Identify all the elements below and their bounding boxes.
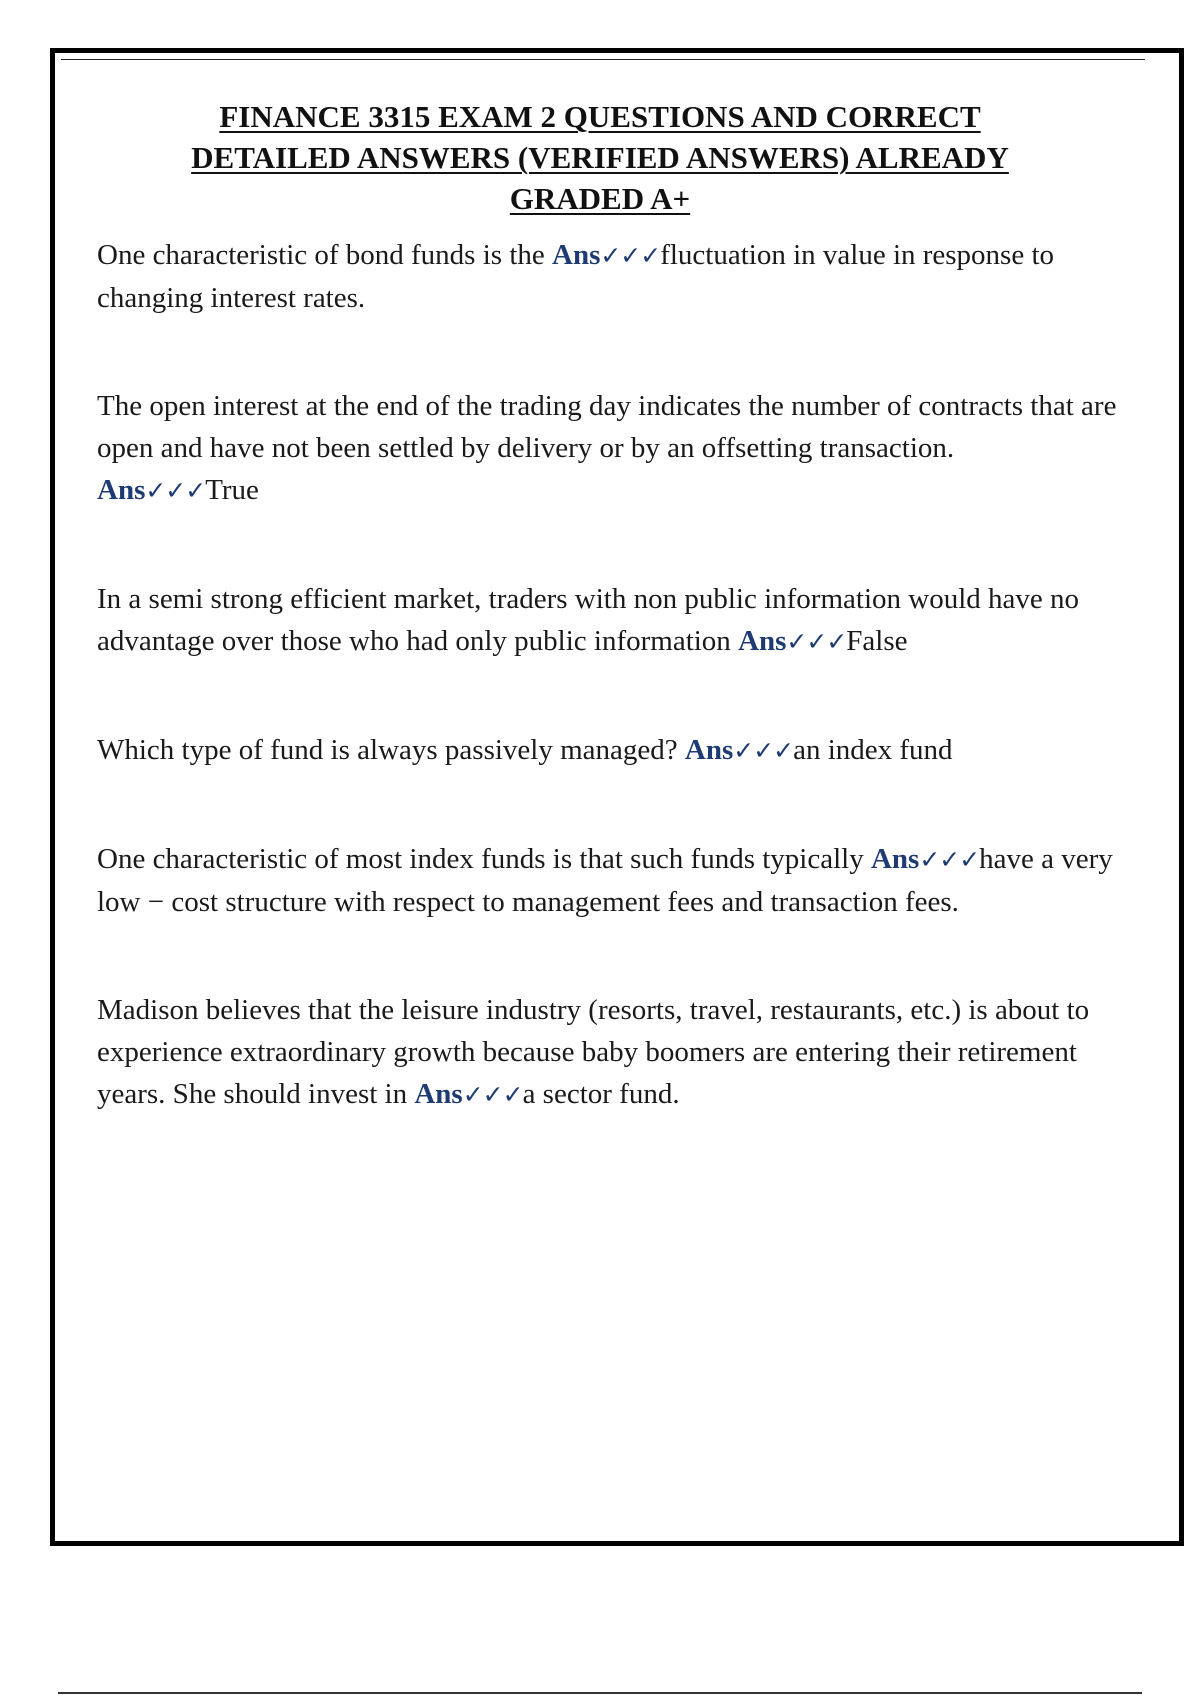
question-text: One characteristic of bond funds is the — [97, 239, 552, 271]
question-text: Which type of fund is always passively managed? — [97, 734, 685, 766]
answer-marker: Ans — [414, 1078, 463, 1110]
answer-text: a sector fund. — [522, 1078, 680, 1110]
answer-marker: Ans — [870, 843, 920, 875]
question-text: The open interest at the end of the trading day indicates the number of contracts that are open and have not been settled by delivery or by an offsetting transaction. — [97, 390, 1117, 464]
question-text: In a semi strong efficient market, traders with non public information would have no advantage over those who had only public information — [97, 583, 1079, 657]
check-marks-icon: ✓✓✓ — [145, 476, 206, 505]
title-line-2: DETAILED ANSWERS (VERIFIED ANSWERS) ALREADY — [191, 140, 1009, 175]
answer-text: have a very low − cost structure with respect to management fees and transaction fees. — [97, 843, 1113, 918]
answer-marker: Ans — [738, 625, 787, 657]
bottom-rule — [58, 1692, 1142, 1694]
answer-text: True — [205, 474, 259, 506]
qa-item-4 — [97, 729, 1120, 772]
qa-item-2 — [97, 385, 1120, 512]
check-marks-icon: ✓✓✓ — [786, 627, 847, 656]
question-text: Madison believes that the leisure industry (resorts, travel, restaurants, etc.) is about to experience extraordinary growth because baby boomers are entering their retirement years. She should invest in — [97, 994, 1090, 1110]
document-title — [80, 96, 1120, 219]
check-marks-icon: ✓✓✓ — [919, 845, 980, 874]
qa-item-6 — [97, 989, 1120, 1116]
qa-list — [97, 234, 1120, 1116]
title-line-1: FINANCE 3315 EXAM 2 QUESTIONS AND CORRECT — [219, 99, 981, 134]
check-marks-icon: ✓✓✓ — [600, 241, 661, 270]
qa-item-1 — [97, 234, 1120, 319]
answer-text: fluctuation in value in response to changing interest rates. — [97, 239, 1055, 314]
question-text: One characteristic of most index funds is that such funds typically — [97, 843, 871, 875]
qa-item-5 — [97, 838, 1120, 923]
answer-marker: Ans — [97, 474, 146, 506]
qa-item-3 — [97, 578, 1120, 663]
answer-marker: Ans — [552, 239, 601, 271]
check-marks-icon: ✓✓✓ — [462, 1080, 523, 1109]
answer-text: False — [846, 625, 908, 657]
answer-text: an index fund — [793, 734, 953, 766]
answer-marker: Ans — [684, 734, 734, 766]
check-marks-icon: ✓✓✓ — [733, 736, 794, 765]
title-line-3: GRADED A+ — [509, 181, 691, 216]
frame-top-rule — [61, 59, 1145, 60]
